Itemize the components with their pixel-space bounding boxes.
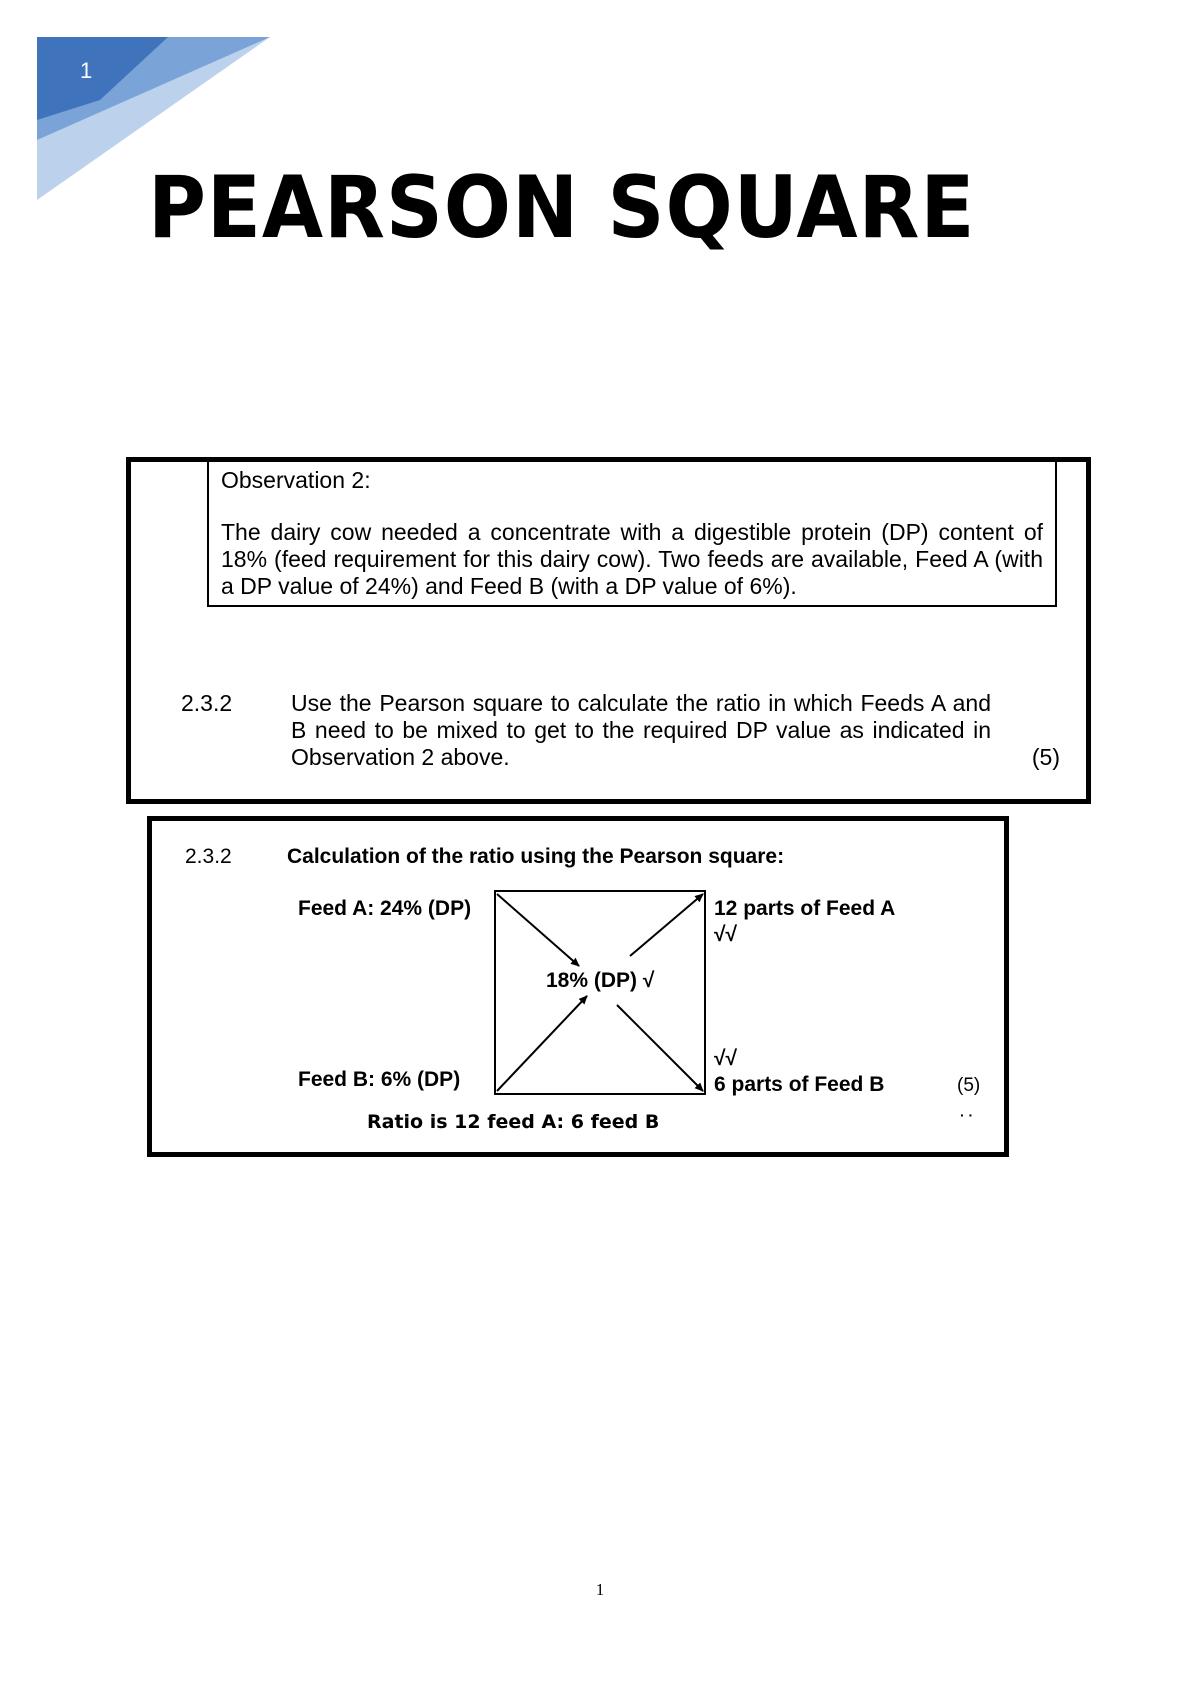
question-marks: (5)	[1031, 744, 1060, 770]
arrow-feed-b-to-center	[497, 996, 587, 1091]
answer-box	[147, 816, 1009, 1157]
feed-a-label: Feed A: 24% (DP)	[298, 897, 472, 920]
center-value-label: 18% (DP) √	[546, 969, 655, 992]
observation-heading: Observation 2:	[221, 467, 371, 493]
pearson-square	[495, 891, 705, 1094]
observation-box	[207, 457, 1057, 607]
corner-page-number: 1	[80, 58, 93, 83]
question-number: 2.3.2	[181, 690, 233, 716]
answer-marks: (5)	[957, 1075, 981, 1096]
parts-feed-b-label: 6 parts of Feed B	[714, 1073, 885, 1096]
observation-text: The dairy cow needed a concentrate with a digestible protein (DP) content of 18% (feed requirement for this dairy cow). Two feeds are available, Feed A (with a DP value of 24%) and Feed B (with a DP value of 6%).	[221, 519, 1043, 599]
answer-number: 2.3.2	[185, 845, 232, 868]
arrow-center-to-parts-a	[630, 894, 703, 956]
ratio-text: Ratio is 12 feed A: 6 feed B	[367, 1111, 660, 1133]
question-text: Use the Pearson square to calculate the ratio in which Feeds A and B need to be mixed to get to the required DP value as indicated in Observation 2 above.	[291, 690, 991, 770]
footer-page-number: 1	[595, 1580, 605, 1599]
arrow-feed-a-to-center	[497, 894, 579, 966]
parts-feed-a-ticks: √√	[714, 923, 738, 946]
parts-feed-a-label: 12 parts of Feed A	[714, 897, 896, 920]
answer-heading: Calculation of the ratio using the Pearson square:	[287, 845, 785, 868]
feed-b-label: Feed B: 6% (DP)	[298, 1068, 461, 1091]
page-title: PEARSON SQUARE	[148, 158, 976, 258]
parts-feed-b-ticks: √√	[714, 1047, 738, 1070]
pearson-square-diagram	[152, 821, 1004, 1152]
answer-marks-dots: · ·	[960, 1107, 974, 1123]
arrow-center-to-parts-b	[617, 1005, 703, 1091]
question-box	[126, 457, 1091, 804]
